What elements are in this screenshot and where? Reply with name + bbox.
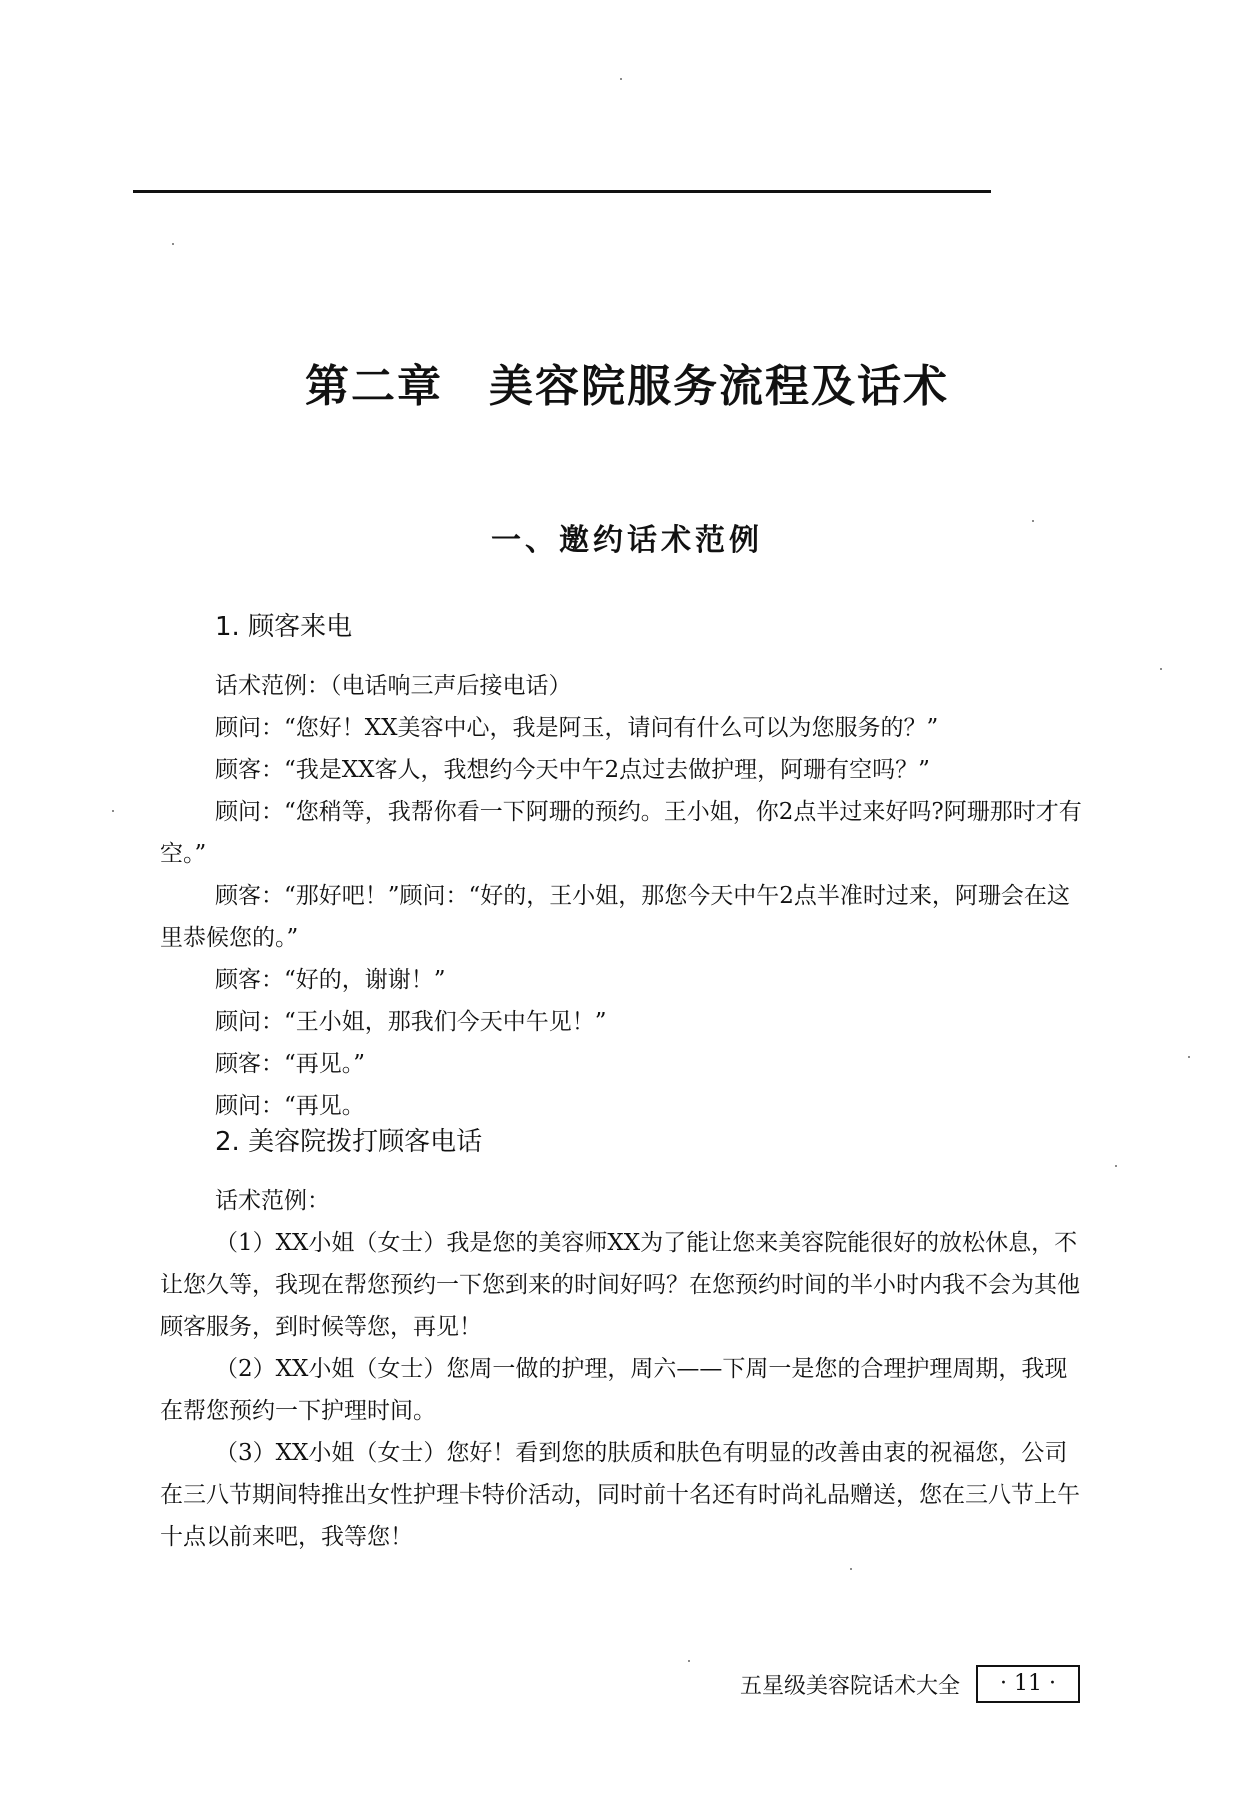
top-rule [133, 190, 991, 193]
chapter-title: 第二章 美容院服务流程及话术 [305, 361, 949, 412]
script-paragraph: （1）XX小姐（女士）我是您的美容师XX为了能让您来美容院能很好的放松休息，不让您久等，我现在帮您预约一下您到来的时间好吗？在您预约时间的半小时内我不会为其他顾客服务，到时候等您，再见！ [160, 1230, 1080, 1340]
section-2 [160, 1122, 1090, 1558]
script-paragraph: （3）XX小姐（女士）您好！看到您的肤质和肤色有明显的改善由衷的祝福您，公司在三八节期间特推出女性护理卡特价活动，同时前十名还有时尚礼品赠送，您在三八节上午十点以前来吧，我等您！ [160, 1440, 1080, 1550]
dialogue-line: 顾问：“您稍等，我帮你看一下阿珊的预约。王小姐，你2点半过来好吗?阿珊那时才有空。” [160, 799, 1082, 867]
script-paragraph: （2）XX小姐（女士）您周一做的护理，周六——下周一是您的合理护理周期，我现在帮您预约一下护理时间。 [160, 1356, 1068, 1424]
dialogue-line: 顾问：“再见。 [215, 1093, 365, 1119]
subheading-customer-call: 1. 顾客来电 [215, 612, 353, 642]
intro-text: 话术范例：（电话响三声后接电话） [215, 673, 572, 699]
scan-speck [172, 243, 174, 245]
dialogue-line: 顾客：“我是XX客人，我想约今天中午2点过去做护理，阿珊有空吗？” [215, 757, 930, 783]
section-title: 一、邀约话术范例 [491, 523, 763, 558]
dialogue-line: 顾客：“那好吧！”顾问：“好的，王小姐，那您今天中午2点半准时过来，阿珊会在这里恭候您的。” [160, 883, 1070, 951]
scan-speck [1115, 1165, 1117, 1167]
page-footer [740, 1665, 1080, 1703]
dialogue-line: 顾客：“再见。” [215, 1051, 366, 1077]
book-title: 五星级美容院话术大全 [740, 1673, 961, 1699]
scan-speck [1160, 668, 1162, 670]
page-number: · 11 · [976, 1665, 1080, 1703]
dialogue-line: 顾问：“您好！XX美容中心，我是阿玉，请问有什么可以为您服务的？” [215, 715, 939, 741]
scan-speck [112, 810, 114, 812]
scan-speck [620, 78, 622, 80]
intro-text: 话术范例： [215, 1188, 330, 1214]
section-1 [160, 607, 1090, 1127]
dialogue-line: 顾问：“王小姐，那我们今天中午见！” [215, 1009, 607, 1035]
dialogue-line: 顾客：“好的，谢谢！” [215, 967, 446, 993]
subheading-salon-call: 2. 美容院拨打顾客电话 [215, 1127, 483, 1157]
scan-speck [1032, 520, 1034, 522]
scan-speck [850, 1568, 852, 1570]
scan-speck [1188, 1056, 1190, 1058]
scan-speck [688, 1660, 690, 1662]
